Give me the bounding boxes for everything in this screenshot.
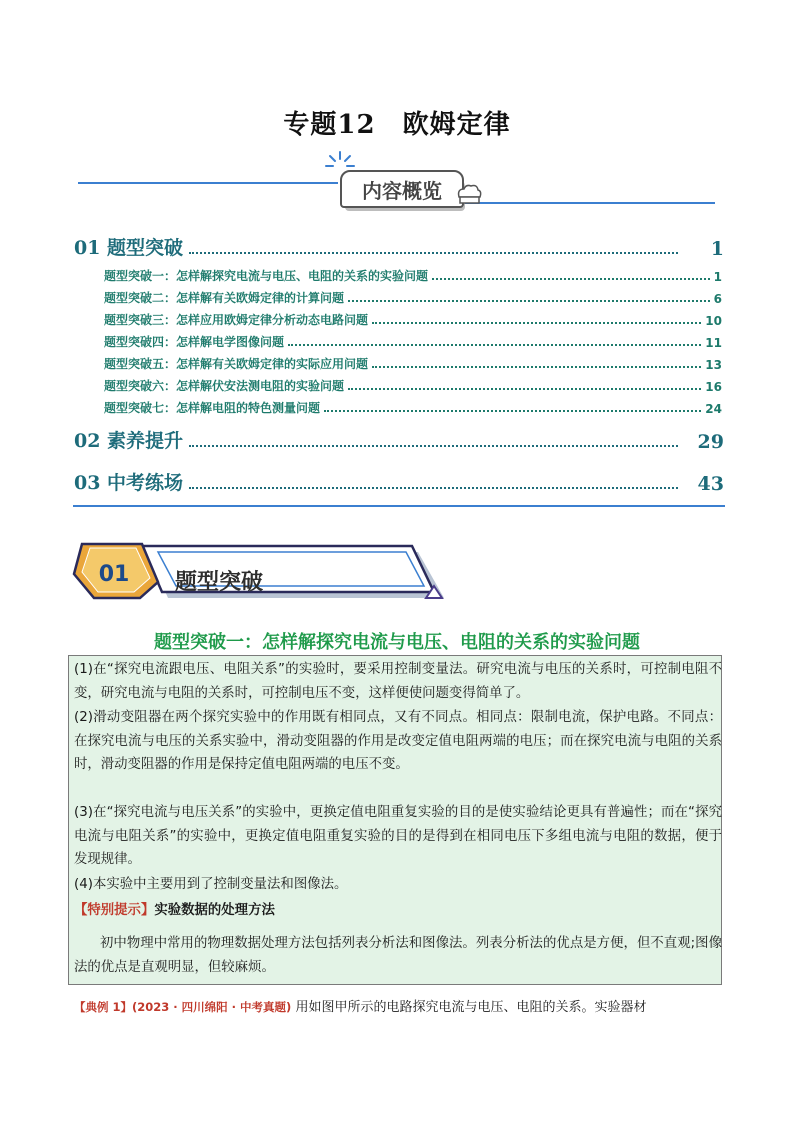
special-tip-body: 初中物理中常用的物理数据处理方法包括列表分析法和图像法。列表分析法的优点是方便，但不直观;图像法的优点是直观明显，但较麻烦。 [74,936,722,975]
toc-subitem-1[interactable] [104,266,722,284]
toc-leader-dots [348,387,701,390]
toc-leader-dots [288,343,701,346]
toc-subitem-page: 24 [705,402,722,416]
subsection-heading: 题型突破一：怎样解探究电流与电压、电阻的关系的实验问题 [154,632,640,653]
toc-subitem-5[interactable] [104,354,722,372]
toc-subitem-3[interactable] [104,310,722,328]
page-title: 专题12 欧姆定律 [283,110,511,140]
toc-subitem-page: 10 [705,314,722,328]
content-paragraph-2: (2)滑动变阻器在两个探究实验中的作用既有相同点，又有不同点。相同点：限制电流，保护电路。不同点：在探究电流与电压的关系实验中，滑动变阻器的作用是改变定值电阻两端的电压；而在探究电流与电阻的关系时，滑动变阻器的作用是保持定值电阻两端的电压不变。 [74,710,722,773]
overview-line-left [78,182,338,184]
toc-subitem-label: 题型突破六：怎样解伏安法测电阻的实验问题 [104,379,345,393]
toc-subitem-label: 题型突破四：怎样解电学图像问题 [104,335,285,349]
example-line [74,996,734,1015]
toc-item-page: 1 [710,238,724,260]
toc-item-label: 02 素养提升 [74,430,184,452]
toc-subitem-6[interactable] [104,376,722,394]
toc-item-03[interactable] [74,465,724,495]
toc-subitem-page: 1 [713,270,722,284]
toc-leader-dots [348,299,710,302]
example-source: (2023 · 四川绵阳 · 中考真题) [132,1000,292,1014]
example-text: 用如图甲所示的电路探究电流与电压、电阻的关系。实验器材 [295,1000,647,1015]
section-title: 题型突破 [175,570,264,595]
overview-line-right [460,202,715,204]
toc-subitem-label: 题型突破七：怎样解电阻的特色测量问题 [104,401,321,415]
toc-leader-dots [189,251,678,254]
special-tip-heading [74,899,722,923]
toc-leader-dots [432,277,710,280]
toc-subitem-page: 16 [705,380,722,394]
toc-item-page: 43 [697,473,724,495]
content-paragraph-3: (3)在“探究电流与电压关系”的实验中，更换定值电阻重复实验的目的是使实验结论更具有普遍性；而在“探究电流与电阻关系”的实验中，更换定值电阻重复实验的目的是得到在相同电压下多组电流与电阻的数据，便于发现规律。 [74,805,722,868]
toc-subitem-label: 题型突破三：怎样应用欧姆定律分析动态电路问题 [104,313,369,327]
toc-subitem-label: 题型突破一：怎样解探究电流与电压、电阻的关系的实验问题 [104,269,429,283]
toc-leader-dots [372,365,701,368]
toc-subitem-2[interactable] [104,288,722,306]
toc-leader-dots [189,486,678,489]
toc-subitem-page: 11 [705,336,722,350]
content-paragraph-1: (1)在“探究电流跟电压、电阻关系”的实验时，要采用控制变量法。研究电流与电压的关系时，可控制电阻不变，研究电流与电阻的关系时，可控制电压不变，这样便使问题变得简单了。 [74,662,722,701]
toc-item-01[interactable] [74,230,724,260]
example-tag: 【典例 1】 [74,1000,133,1014]
toc-item-label: 01 题型突破 [74,237,184,259]
special-tip-label: 【特别提示】 [74,903,155,918]
toc-subitem-page: 6 [713,292,722,306]
toc-leader-dots [189,444,678,447]
chef-hat-icon [455,183,483,205]
toc-subitem-label: 题型突破五：怎样解有关欧姆定律的实际应用问题 [104,357,369,371]
toc-subitem-page: 13 [705,358,722,372]
toc-subitem-4[interactable] [104,332,722,350]
toc-bottom-rule [73,505,725,507]
overview-badge: 内容概览 [340,170,464,208]
section-number: 01 [98,562,130,587]
toc-item-02[interactable] [74,423,724,453]
toc-item-label: 03 中考练场 [74,472,184,494]
toc-item-page: 29 [697,431,724,453]
toc-subitem-label: 题型突破二：怎样解有关欧姆定律的计算问题 [104,291,345,305]
toc-leader-dots [372,321,701,324]
special-tip-title: 实验数据的处理方法 [154,903,275,918]
content-paragraph-4: (4)本实验中主要用到了控制变量法和图像法。 [74,877,348,892]
toc-subitem-7[interactable] [104,398,722,416]
toc-leader-dots [324,409,701,412]
